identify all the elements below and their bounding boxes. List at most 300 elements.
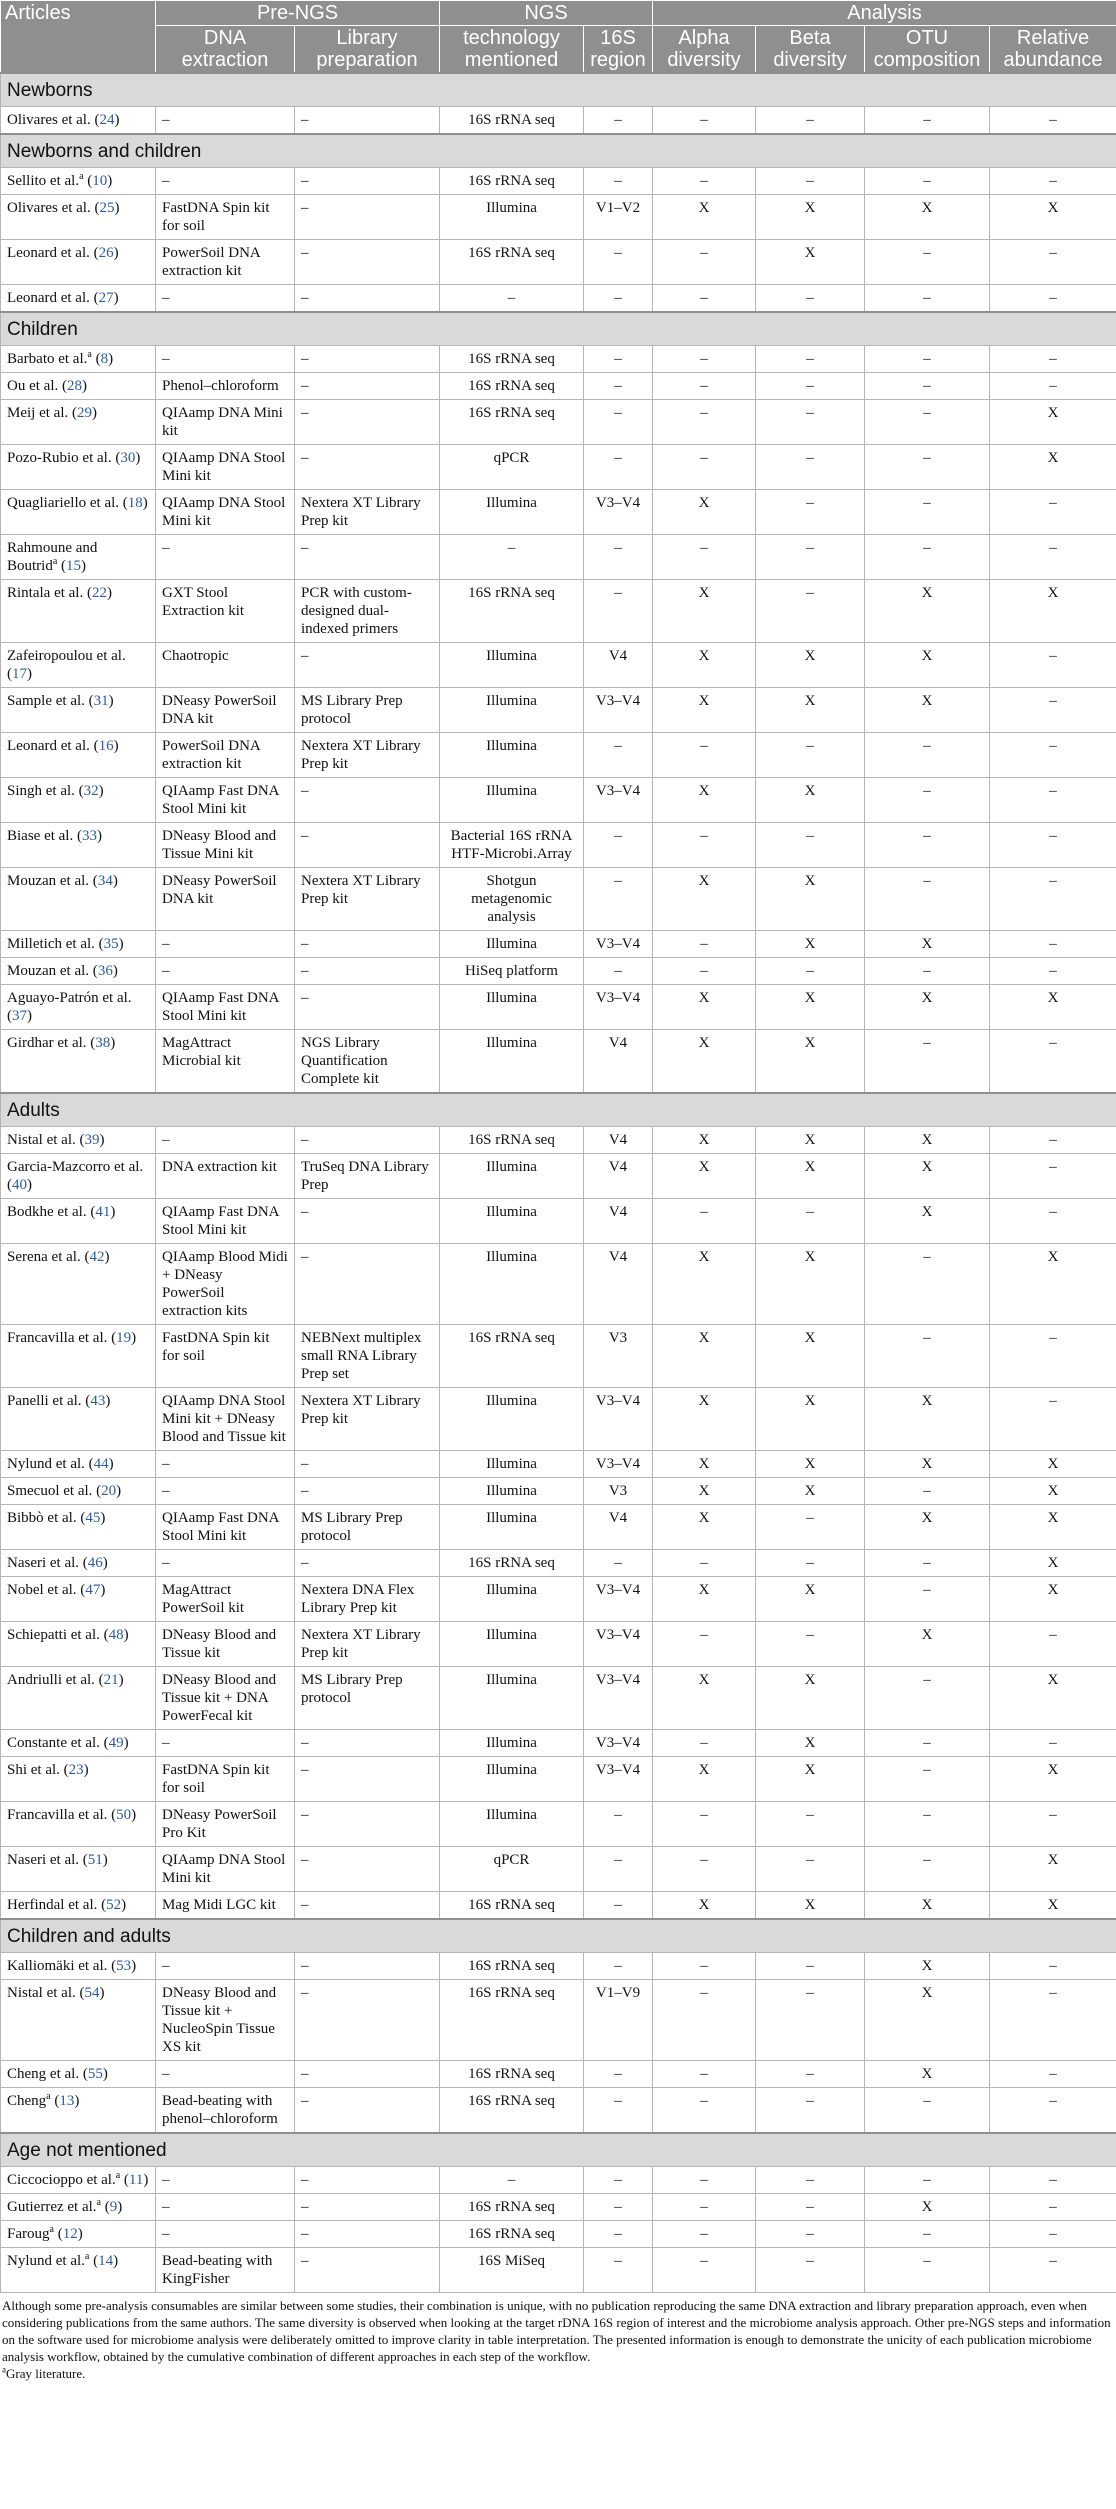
cell-library-preparation: – [295, 1478, 440, 1505]
cell-otu-composition: – [865, 1577, 990, 1622]
cell-beta-diversity: X [756, 1451, 865, 1478]
cell-alpha-diversity: X [653, 490, 756, 535]
article-reference-link[interactable]: 40 [12, 1177, 27, 1193]
article-reference-link[interactable]: 26 [98, 245, 114, 261]
cell-technology: 16S rRNA seq [440, 2194, 584, 2221]
cell-technology: Illumina [440, 1154, 584, 1199]
cell-relative-abundance: – [990, 1154, 1116, 1199]
cell-otu-composition: – [865, 823, 990, 868]
article-reference-link[interactable]: 39 [84, 1132, 100, 1148]
table-row [1, 1154, 1116, 1199]
cell-beta-diversity: – [756, 1622, 865, 1667]
cell-otu-composition: X [865, 931, 990, 958]
article-reference-link[interactable]: 36 [97, 963, 113, 979]
article-reference-link[interactable]: 53 [116, 1958, 132, 1974]
article-author: Rahmoune and Boutrid [7, 540, 98, 574]
cell-beta-diversity: – [756, 490, 865, 535]
cell-technology: 16S rRNA seq [440, 2088, 584, 2134]
table-row [1, 931, 1116, 958]
cell-alpha-diversity: X [653, 1478, 756, 1505]
cell-dna-extraction: DNeasy PowerSoil Pro Kit [156, 1802, 295, 1847]
article-author: Biase et al. ( [7, 828, 82, 844]
cell-article: Nistal et al. (39) [1, 1127, 156, 1154]
cell-technology: – [440, 285, 584, 313]
cell-beta-diversity: – [756, 580, 865, 643]
cell-library-preparation: – [295, 2167, 440, 2194]
cell-technology: Illumina [440, 490, 584, 535]
cell-relative-abundance: – [990, 2194, 1116, 2221]
section-row [1, 1919, 1116, 1953]
cell-article: Andriulli et al. (21) [1, 1667, 156, 1730]
cell-article: Bibbò et al. (45) [1, 1505, 156, 1550]
article-reference-link[interactable]: 20 [101, 1483, 117, 1499]
table-row [1, 1505, 1116, 1550]
cell-alpha-diversity: – [653, 285, 756, 313]
article-reference-link[interactable]: 18 [127, 495, 143, 511]
article-reference-link[interactable]: 24 [99, 112, 115, 128]
cell-relative-abundance: – [990, 2167, 1116, 2194]
cell-beta-diversity: X [756, 1244, 865, 1325]
cell-library-preparation: – [295, 2248, 440, 2293]
article-reference-link[interactable]: 48 [108, 1627, 124, 1643]
article-reference-link[interactable]: 28 [66, 378, 82, 394]
cell-article: Ciccocioppo et al.$^a$ (11) [1, 2167, 156, 2194]
article-reference-link[interactable]: 27 [98, 290, 114, 306]
cell-beta-diversity: X [756, 1478, 865, 1505]
cell-16s-region: V3–V4 [584, 1577, 653, 1622]
cell-relative-abundance: – [990, 1127, 1116, 1154]
cell-otu-composition: X [865, 688, 990, 733]
cell-16s-region: – [584, 958, 653, 985]
cell-alpha-diversity: – [653, 2194, 756, 2221]
table-row [1, 1847, 1116, 1892]
cell-article: Aguayo-Patrón et al. (37) [1, 985, 156, 1030]
cell-otu-composition: X [865, 985, 990, 1030]
cell-16s-region: V4 [584, 643, 653, 688]
cell-alpha-diversity: X [653, 1505, 756, 1550]
cell-library-preparation: – [295, 535, 440, 580]
cell-library-preparation: Nextera XT Library Prep kit [295, 868, 440, 931]
article-author: Serena et al. ( [7, 1249, 90, 1265]
table-row [1, 1550, 1116, 1577]
cell-relative-abundance: – [990, 1980, 1116, 2061]
cell-dna-extraction: QIAamp DNA Stool Mini kit [156, 445, 295, 490]
cell-technology: 16S rRNA seq [440, 2221, 584, 2248]
cell-16s-region: – [584, 2088, 653, 2134]
cell-article: Constante et al. (49) [1, 1730, 156, 1757]
cell-otu-composition: – [865, 1802, 990, 1847]
cell-relative-abundance: – [990, 373, 1116, 400]
gray-literature-mark: a [96, 2197, 101, 2208]
section-row [1, 2133, 1116, 2167]
cell-article: Rahmoune and Boutrid$^a$ (15) [1, 535, 156, 580]
cell-relative-abundance: X [990, 445, 1116, 490]
cell-otu-composition: – [865, 400, 990, 445]
article-author: Andriulli et al. ( [7, 1672, 104, 1688]
cell-article: Nobel et al. (47) [1, 1577, 156, 1622]
article-author: Leonard et al. ( [7, 290, 99, 306]
cell-16s-region: – [584, 107, 653, 135]
article-reference-link[interactable]: 42 [89, 1249, 105, 1265]
table-row [1, 1388, 1116, 1451]
cell-dna-extraction: DNeasy Blood and Tissue Mini kit [156, 823, 295, 868]
article-author: Leonard et al. ( [7, 738, 99, 754]
cell-technology: Illumina [440, 1730, 584, 1757]
cell-beta-diversity: – [756, 1953, 865, 1980]
cell-otu-composition: – [865, 1244, 990, 1325]
table-row [1, 490, 1116, 535]
cell-beta-diversity: – [756, 346, 865, 373]
table-row [1, 195, 1116, 240]
article-reference-link[interactable]: 14 [98, 2253, 114, 2269]
cell-library-preparation: – [295, 168, 440, 195]
article-author: Garcia-Mazcorro et al. ( [7, 1159, 144, 1193]
article-reference-link[interactable]: 38 [95, 1035, 111, 1051]
table-row [1, 1127, 1116, 1154]
cell-alpha-diversity: – [653, 1730, 756, 1757]
cell-technology: Illumina [440, 195, 584, 240]
cell-technology: 16S rRNA seq [440, 2061, 584, 2088]
article-reference-link[interactable]: 45 [85, 1510, 101, 1526]
cell-16s-region: – [584, 733, 653, 778]
article-reference-link[interactable]: 15 [66, 558, 82, 574]
article-reference-link[interactable]: 23 [68, 1762, 84, 1778]
cell-16s-region: V1–V9 [584, 1980, 653, 2061]
table-row [1, 688, 1116, 733]
cell-article: Cheng$^a$ (13) [1, 2088, 156, 2134]
cell-article: Schiepatti et al. (48) [1, 1622, 156, 1667]
cell-beta-diversity: – [756, 1802, 865, 1847]
cell-article: Faroug$^a$ (12) [1, 2221, 156, 2248]
cell-technology: Illumina [440, 733, 584, 778]
article-reference-link[interactable]: 44 [93, 1456, 109, 1472]
cell-alpha-diversity: X [653, 1757, 756, 1802]
cell-library-preparation: Nextera XT Library Prep kit [295, 1622, 440, 1667]
cell-otu-composition: X [865, 643, 990, 688]
cell-library-preparation: NEBNext multiplex small RNA Library Prep set [295, 1325, 440, 1388]
cell-beta-diversity: X [756, 1154, 865, 1199]
cell-dna-extraction: – [156, 1451, 295, 1478]
cell-article: Gutierrez et al.$^a$ (9) [1, 2194, 156, 2221]
cell-16s-region: V3–V4 [584, 985, 653, 1030]
cell-otu-composition: – [865, 1550, 990, 1577]
cell-technology: Illumina [440, 1622, 584, 1667]
article-reference-link[interactable]: 35 [103, 936, 119, 952]
cell-dna-extraction: PowerSoil DNA extraction kit [156, 733, 295, 778]
table-row [1, 2221, 1116, 2248]
cell-article: Mouzan et al. (34) [1, 868, 156, 931]
cell-beta-diversity: X [756, 1030, 865, 1094]
cell-technology: Illumina [440, 778, 584, 823]
col-articles-header: Articles [1, 1, 156, 74]
cell-16s-region: – [584, 1847, 653, 1892]
cell-technology: 16S rRNA seq [440, 1953, 584, 1980]
cell-relative-abundance: X [990, 1451, 1116, 1478]
cell-article: Serena et al. (42) [1, 1244, 156, 1325]
cell-otu-composition: – [865, 1730, 990, 1757]
cell-alpha-diversity: – [653, 2167, 756, 2194]
cell-dna-extraction: Chaotropic [156, 643, 295, 688]
article-reference-link[interactable]: 50 [116, 1807, 132, 1823]
cell-dna-extraction: – [156, 107, 295, 135]
article-reference-link[interactable]: 16 [98, 738, 114, 754]
cell-otu-composition: – [865, 958, 990, 985]
table-row [1, 985, 1116, 1030]
cell-relative-abundance: X [990, 1847, 1116, 1892]
article-reference-link[interactable]: 9 [109, 2199, 118, 2215]
cell-otu-composition: – [865, 1030, 990, 1094]
cell-library-preparation: – [295, 240, 440, 285]
cell-otu-composition: X [865, 1953, 990, 1980]
cell-alpha-diversity: – [653, 823, 756, 868]
cell-article: Quagliariello et al. (18) [1, 490, 156, 535]
cell-alpha-diversity: X [653, 688, 756, 733]
cell-dna-extraction: – [156, 2221, 295, 2248]
article-author: Herfindal et al. ( [7, 1897, 107, 1913]
cell-otu-composition: X [865, 2061, 990, 2088]
cell-dna-extraction: QIAamp DNA Stool Mini kit + DNeasy Blood and Tissue kit [156, 1388, 295, 1451]
cell-alpha-diversity: – [653, 2221, 756, 2248]
cell-technology: 16S rRNA seq [440, 1127, 584, 1154]
cell-dna-extraction: QIAamp DNA Mini kit [156, 400, 295, 445]
article-reference-link[interactable]: 46 [87, 1555, 103, 1571]
article-author: Gutierrez et al. [7, 2199, 97, 2215]
cell-relative-abundance: – [990, 643, 1116, 688]
article-reference-link[interactable]: 43 [90, 1393, 106, 1409]
cell-technology: Illumina [440, 688, 584, 733]
gray-literature-mark: a [84, 2251, 90, 2262]
cell-relative-abundance: – [990, 1325, 1116, 1388]
cell-library-preparation: NGS Library Quantification Complete kit [295, 1030, 440, 1094]
table-row [1, 2248, 1116, 2293]
article-reference-link[interactable]: 12 [62, 2226, 78, 2242]
cell-technology: Illumina [440, 643, 584, 688]
table-row [1, 1478, 1116, 1505]
cell-beta-diversity: – [756, 535, 865, 580]
article-author: Nistal et al. ( [7, 1985, 85, 2001]
article-reference-link[interactable]: 30 [120, 450, 136, 466]
article-author: Bodkhe et al. ( [7, 1204, 96, 1220]
cell-relative-abundance: – [990, 490, 1116, 535]
cell-otu-composition: X [865, 1388, 990, 1451]
article-reference-link[interactable]: 10 [92, 173, 108, 189]
article-author: Naseri et al. ( [7, 1852, 88, 1868]
cell-alpha-diversity: – [653, 2248, 756, 2293]
cell-technology: – [440, 535, 584, 580]
cell-library-preparation: – [295, 445, 440, 490]
section-title: Children and adults [1, 1919, 1116, 1953]
cell-dna-extraction: Bead-beating with phenol–chloroform [156, 2088, 295, 2134]
cell-relative-abundance: – [990, 1730, 1116, 1757]
cell-article: Mouzan et al. (36) [1, 958, 156, 985]
cell-library-preparation: – [295, 778, 440, 823]
article-reference-link[interactable]: 31 [93, 693, 109, 709]
cell-technology: – [440, 2167, 584, 2194]
cell-alpha-diversity: – [653, 240, 756, 285]
article-reference-link[interactable]: 52 [106, 1897, 122, 1913]
cell-relative-abundance: X [990, 985, 1116, 1030]
table-row [1, 1757, 1116, 1802]
article-author: Quagliariello et al. ( [7, 495, 128, 511]
cell-otu-composition: – [865, 445, 990, 490]
article-reference-link[interactable]: 49 [108, 1735, 124, 1751]
article-author: Francavilla et al. ( [7, 1330, 117, 1346]
cell-technology: Illumina [440, 1577, 584, 1622]
cell-technology: Illumina [440, 1199, 584, 1244]
cell-relative-abundance: X [990, 1757, 1116, 1802]
cell-alpha-diversity: – [653, 168, 756, 195]
col-technology-header: technology mentioned [440, 26, 584, 74]
article-author: Olivares et al. ( [7, 200, 100, 216]
article-author: Nobel et al. ( [7, 1582, 86, 1598]
cell-beta-diversity: X [756, 1757, 865, 1802]
cell-article: Girdhar et al. (38) [1, 1030, 156, 1094]
article-reference-link[interactable]: 47 [85, 1582, 101, 1598]
article-reference-link[interactable]: 29 [76, 405, 92, 421]
article-reference-link[interactable]: 37 [12, 1008, 27, 1024]
cell-alpha-diversity: – [653, 2088, 756, 2134]
article-reference-link[interactable]: 19 [116, 1330, 132, 1346]
article-author: Nistal et al. ( [7, 1132, 85, 1148]
cell-beta-diversity: – [756, 2194, 865, 2221]
cell-otu-composition: – [865, 490, 990, 535]
cell-16s-region: V3–V4 [584, 1388, 653, 1451]
table-row [1, 168, 1116, 195]
cell-16s-region: – [584, 1892, 653, 1920]
cell-library-preparation: MS Library Prep protocol [295, 688, 440, 733]
cell-technology: Shotgun metagenomic analysis [440, 868, 584, 931]
cell-dna-extraction: – [156, 1730, 295, 1757]
cell-relative-abundance: – [990, 107, 1116, 135]
cell-16s-region: – [584, 346, 653, 373]
cell-library-preparation: – [295, 285, 440, 313]
article-reference-link[interactable]: 13 [59, 2093, 75, 2109]
cell-library-preparation: – [295, 1757, 440, 1802]
group-ngs-header: NGS [440, 1, 653, 26]
table-row [1, 1622, 1116, 1667]
cell-library-preparation: – [295, 107, 440, 135]
cell-16s-region: – [584, 2221, 653, 2248]
article-reference-link[interactable]: 55 [87, 2066, 103, 2082]
col-alpha-diversity-header: Alpha diversity [653, 26, 756, 74]
group-analysis-header: Analysis [653, 1, 1116, 26]
article-reference-link[interactable]: 25 [99, 200, 115, 216]
cell-16s-region: V1–V2 [584, 195, 653, 240]
table-body [1, 73, 1116, 2293]
cell-beta-diversity: X [756, 1127, 865, 1154]
article-reference-link[interactable]: 51 [87, 1852, 103, 1868]
cell-16s-region: V3–V4 [584, 931, 653, 958]
article-reference-link[interactable]: 34 [97, 873, 113, 889]
cell-technology: Bacterial 16S rRNA HTF-Microbi.Array [440, 823, 584, 868]
cell-16s-region: V3–V4 [584, 688, 653, 733]
article-author: Olivares et al. ( [7, 112, 100, 128]
cell-dna-extraction: PowerSoil DNA extraction kit [156, 240, 295, 285]
cell-alpha-diversity: X [653, 1325, 756, 1388]
cell-alpha-diversity: X [653, 580, 756, 643]
cell-dna-extraction: – [156, 958, 295, 985]
table-row [1, 1577, 1116, 1622]
article-reference-link[interactable]: 33 [81, 828, 97, 844]
cell-beta-diversity: – [756, 400, 865, 445]
cell-article: Francavilla et al. (50) [1, 1802, 156, 1847]
cell-relative-abundance: – [990, 2221, 1116, 2248]
gray-literature-mark: a [49, 2224, 54, 2235]
cell-library-preparation: – [295, 931, 440, 958]
cell-article: Leonard et al. (27) [1, 285, 156, 313]
article-author: Naseri et al. ( [7, 1555, 88, 1571]
cell-otu-composition: X [865, 1892, 990, 1920]
cell-16s-region: V3 [584, 1478, 653, 1505]
cell-beta-diversity: – [756, 823, 865, 868]
table-row [1, 1030, 1116, 1094]
col-16s-region-header: 16S region [584, 26, 653, 74]
cell-library-preparation: – [295, 823, 440, 868]
article-author: Barbato et al. [7, 351, 88, 367]
footnote-text: Although some pre-analysis consumables are similar between some studies, their combination is unique, with no publication reproducing the same DNA extraction and library preparation approach, even when considering publications from the same authors. The same diversity is observed when looking at the target rDNA 16S region of interest and the microbiome analysis approach. Other pre-NGS steps and information on the software used for microbiome analysis were deliberately omitted to improve clarity in table interpretation. The presented information is enough to demonstrate the unicity of each publication microbiome analysis workflow, obtained by the cumulative combination of different approaches in each step of the workflow. [2, 2298, 1111, 2364]
cell-article: Kalliomäki et al. (53) [1, 1953, 156, 1980]
article-reference-link[interactable]: 21 [103, 1672, 119, 1688]
cell-alpha-diversity: X [653, 1388, 756, 1451]
article-author: Francavilla et al. ( [7, 1807, 117, 1823]
article-reference-link[interactable]: 17 [12, 666, 27, 682]
cell-beta-diversity: – [756, 2221, 865, 2248]
cell-article: Naseri et al. (46) [1, 1550, 156, 1577]
cell-alpha-diversity: – [653, 2061, 756, 2088]
cell-library-preparation: – [295, 1550, 440, 1577]
table-row [1, 733, 1116, 778]
article-author: Cheng et al. ( [7, 2066, 88, 2082]
cell-technology: qPCR [440, 1847, 584, 1892]
article-reference-link[interactable]: 32 [83, 783, 99, 799]
cell-relative-abundance: – [990, 168, 1116, 195]
article-reference-link[interactable]: 11 [128, 2172, 144, 2188]
cell-article: Sample et al. (31) [1, 688, 156, 733]
cell-library-preparation: Nextera XT Library Prep kit [295, 733, 440, 778]
cell-16s-region: – [584, 1550, 653, 1577]
article-reference-link[interactable]: 8 [100, 351, 109, 367]
article-author: Ou et al. ( [7, 378, 67, 394]
article-author: Schiepatti et al. ( [7, 1627, 109, 1643]
cell-alpha-diversity: X [653, 1030, 756, 1094]
cell-article: Nylund et al.$^a$ (14) [1, 2248, 156, 2293]
section-row [1, 73, 1116, 107]
cell-relative-abundance: X [990, 1577, 1116, 1622]
cell-technology: Illumina [440, 1505, 584, 1550]
cell-otu-composition: X [865, 1622, 990, 1667]
cell-otu-composition: X [865, 1505, 990, 1550]
cell-dna-extraction: QIAamp DNA Stool Mini kit [156, 1847, 295, 1892]
cell-library-preparation: – [295, 400, 440, 445]
cell-beta-diversity: X [756, 868, 865, 931]
cell-relative-abundance: X [990, 1505, 1116, 1550]
cell-technology: Illumina [440, 1478, 584, 1505]
article-reference-link[interactable]: 22 [91, 585, 107, 601]
cell-relative-abundance: X [990, 1892, 1116, 1920]
table-row [1, 1953, 1116, 1980]
article-author: Sellito et al. [7, 173, 80, 189]
cell-alpha-diversity: – [653, 1199, 756, 1244]
cell-library-preparation: – [295, 1127, 440, 1154]
cell-beta-diversity: – [756, 1980, 865, 2061]
table-row [1, 580, 1116, 643]
cell-beta-diversity: X [756, 240, 865, 285]
cell-16s-region: V3–V4 [584, 1622, 653, 1667]
cell-library-preparation: – [295, 1847, 440, 1892]
article-reference-link[interactable]: 54 [84, 1985, 100, 2001]
cell-16s-region: – [584, 168, 653, 195]
article-reference-link[interactable]: 41 [95, 1204, 111, 1220]
